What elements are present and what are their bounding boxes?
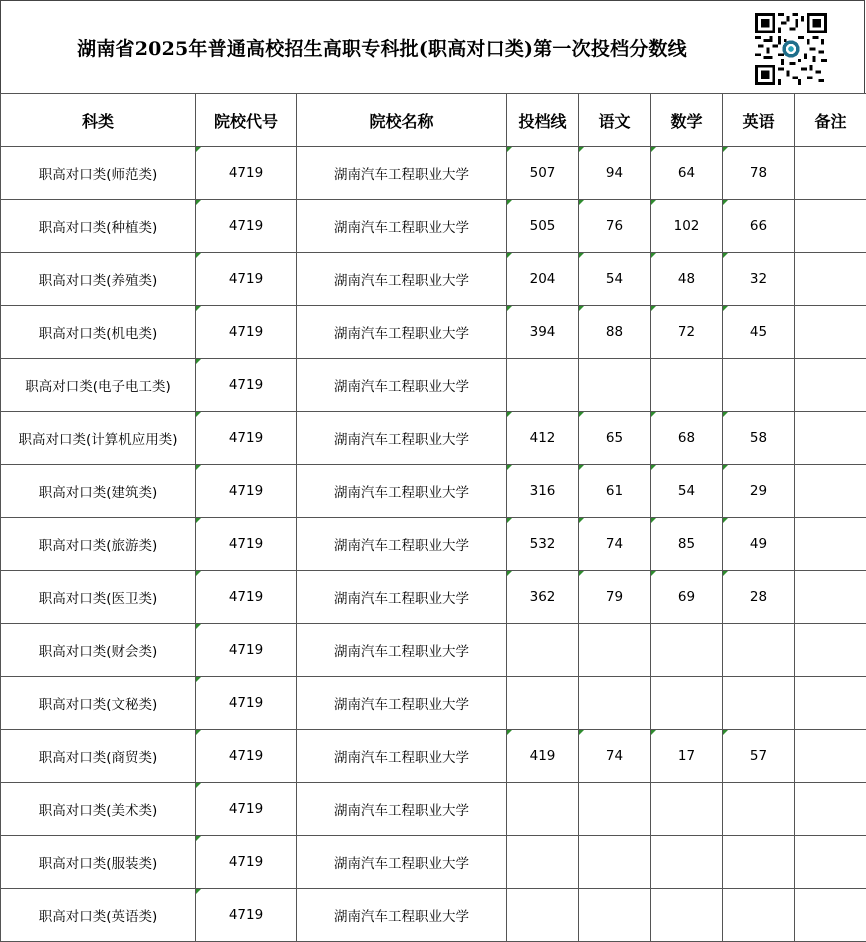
- column-header-category: 科类: [1, 94, 196, 147]
- cell-math: 72: [651, 306, 723, 359]
- cell-chinese: 74: [579, 730, 651, 783]
- table-row: [1, 200, 866, 253]
- cell-math: 69: [651, 571, 723, 624]
- cell-category: 职高对口类(美术类): [1, 783, 196, 836]
- cell-line: [507, 359, 579, 412]
- cell-note: [795, 412, 866, 465]
- cell-category: 职高对口类(师范类): [1, 147, 196, 200]
- cell-chinese: [579, 677, 651, 730]
- cell-code: 4719: [196, 571, 297, 624]
- cell-code: 4719: [196, 306, 297, 359]
- cell-school: 湖南汽车工程职业大学: [297, 624, 507, 677]
- cell-math: 102: [651, 200, 723, 253]
- column-header-note: 备注: [795, 94, 866, 147]
- cell-chinese: 54: [579, 253, 651, 306]
- cell-chinese: [579, 624, 651, 677]
- table-row: [1, 306, 866, 359]
- cell-english: 45: [723, 306, 795, 359]
- column-header-code: 院校代号: [196, 94, 297, 147]
- cell-code: 4719: [196, 412, 297, 465]
- cell-line: [507, 624, 579, 677]
- cell-math: [651, 783, 723, 836]
- cell-math: 17: [651, 730, 723, 783]
- cell-english: 28: [723, 571, 795, 624]
- cell-note: [795, 624, 866, 677]
- cell-chinese: 88: [579, 306, 651, 359]
- cell-note: [795, 518, 866, 571]
- cell-code: 4719: [196, 783, 297, 836]
- cell-note: [795, 465, 866, 518]
- column-header-line: 投档线: [507, 94, 579, 147]
- cell-note: [795, 359, 866, 412]
- cell-english: 58: [723, 412, 795, 465]
- cell-chinese: 61: [579, 465, 651, 518]
- table-row: [1, 836, 866, 889]
- cell-code: 4719: [196, 677, 297, 730]
- cell-school: 湖南汽车工程职业大学: [297, 677, 507, 730]
- score-table: [0, 93, 866, 942]
- cell-line: [507, 677, 579, 730]
- cell-code: 4719: [196, 359, 297, 412]
- cell-math: [651, 889, 723, 942]
- cell-category: 职高对口类(建筑类): [1, 465, 196, 518]
- cell-category: 职高对口类(文秘类): [1, 677, 196, 730]
- cell-chinese: 79: [579, 571, 651, 624]
- cell-line: 507: [507, 147, 579, 200]
- cell-code: 4719: [196, 518, 297, 571]
- cell-math: [651, 624, 723, 677]
- cell-english: [723, 677, 795, 730]
- cell-math: 68: [651, 412, 723, 465]
- cell-chinese: 74: [579, 518, 651, 571]
- cell-school: 湖南汽车工程职业大学: [297, 465, 507, 518]
- cell-category: 职高对口类(计算机应用类): [1, 412, 196, 465]
- cell-math: [651, 677, 723, 730]
- cell-code: 4719: [196, 200, 297, 253]
- qr-code-icon: [754, 13, 828, 85]
- cell-category: 职高对口类(英语类): [1, 889, 196, 942]
- cell-school: 湖南汽车工程职业大学: [297, 359, 507, 412]
- cell-english: 66: [723, 200, 795, 253]
- cell-school: 湖南汽车工程职业大学: [297, 200, 507, 253]
- cell-math: 64: [651, 147, 723, 200]
- cell-chinese: 94: [579, 147, 651, 200]
- cell-line: 394: [507, 306, 579, 359]
- table-row: [1, 624, 866, 677]
- cell-english: 49: [723, 518, 795, 571]
- cell-math: [651, 836, 723, 889]
- cell-chinese: [579, 783, 651, 836]
- cell-line: 505: [507, 200, 579, 253]
- column-header-english: 英语: [723, 94, 795, 147]
- cell-code: 4719: [196, 253, 297, 306]
- cell-code: 4719: [196, 730, 297, 783]
- cell-line: [507, 836, 579, 889]
- table-row: [1, 359, 866, 412]
- cell-note: [795, 306, 866, 359]
- cell-code: 4719: [196, 147, 297, 200]
- cell-note: [795, 200, 866, 253]
- cell-english: [723, 783, 795, 836]
- cell-line: 412: [507, 412, 579, 465]
- table-row: [1, 730, 866, 783]
- table-row: [1, 889, 866, 942]
- table-row: [1, 677, 866, 730]
- cell-english: 32: [723, 253, 795, 306]
- table-row: [1, 571, 866, 624]
- cell-note: [795, 889, 866, 942]
- table-row: [1, 783, 866, 836]
- cell-code: 4719: [196, 465, 297, 518]
- cell-school: 湖南汽车工程职业大学: [297, 147, 507, 200]
- cell-category: 职高对口类(财会类): [1, 624, 196, 677]
- cell-chinese: 65: [579, 412, 651, 465]
- cell-school: 湖南汽车工程职业大学: [297, 836, 507, 889]
- cell-category: 职高对口类(种植类): [1, 200, 196, 253]
- cell-category: 职高对口类(养殖类): [1, 253, 196, 306]
- cell-chinese: [579, 359, 651, 412]
- cell-school: 湖南汽车工程职业大学: [297, 518, 507, 571]
- cell-note: [795, 677, 866, 730]
- cell-math: 54: [651, 465, 723, 518]
- cell-school: 湖南汽车工程职业大学: [297, 306, 507, 359]
- cell-english: 29: [723, 465, 795, 518]
- table-header-row: [1, 94, 866, 147]
- title-bar: [0, 0, 865, 93]
- cell-english: [723, 624, 795, 677]
- cell-english: [723, 359, 795, 412]
- cell-school: 湖南汽车工程职业大学: [297, 889, 507, 942]
- cell-english: 78: [723, 147, 795, 200]
- cell-line: 362: [507, 571, 579, 624]
- cell-code: 4719: [196, 624, 297, 677]
- cell-school: 湖南汽车工程职业大学: [297, 253, 507, 306]
- cell-category: 职高对口类(商贸类): [1, 730, 196, 783]
- table-row: [1, 465, 866, 518]
- cell-line: [507, 889, 579, 942]
- cell-line: 204: [507, 253, 579, 306]
- cell-school: 湖南汽车工程职业大学: [297, 412, 507, 465]
- cell-category: 职高对口类(医卫类): [1, 571, 196, 624]
- cell-note: [795, 836, 866, 889]
- cell-line: 316: [507, 465, 579, 518]
- table-row: [1, 518, 866, 571]
- cell-math: 48: [651, 253, 723, 306]
- cell-code: 4719: [196, 889, 297, 942]
- cell-english: [723, 836, 795, 889]
- cell-note: [795, 253, 866, 306]
- cell-category: 职高对口类(服装类): [1, 836, 196, 889]
- cell-school: 湖南汽车工程职业大学: [297, 783, 507, 836]
- cell-school: 湖南汽车工程职业大学: [297, 571, 507, 624]
- cell-english: 57: [723, 730, 795, 783]
- cell-note: [795, 730, 866, 783]
- cell-category: 职高对口类(旅游类): [1, 518, 196, 571]
- column-header-school: 院校名称: [297, 94, 507, 147]
- cell-chinese: [579, 889, 651, 942]
- cell-line: 532: [507, 518, 579, 571]
- table-row: [1, 253, 866, 306]
- cell-category: 职高对口类(电子电工类): [1, 359, 196, 412]
- table-row: [1, 412, 866, 465]
- cell-school: 湖南汽车工程职业大学: [297, 730, 507, 783]
- cell-english: [723, 889, 795, 942]
- cell-code: 4719: [196, 836, 297, 889]
- table-row: [1, 147, 866, 200]
- cell-chinese: 76: [579, 200, 651, 253]
- cell-line: 419: [507, 730, 579, 783]
- page-title: 湖南省2025年普通高校招生高职专科批(职高对口类)第一次投档分数线: [77, 38, 687, 60]
- cell-line: [507, 783, 579, 836]
- cell-category: 职高对口类(机电类): [1, 306, 196, 359]
- cell-note: [795, 571, 866, 624]
- cell-math: [651, 359, 723, 412]
- cell-math: 85: [651, 518, 723, 571]
- cell-note: [795, 783, 866, 836]
- cell-chinese: [579, 836, 651, 889]
- cell-note: [795, 147, 866, 200]
- column-header-chinese: 语文: [579, 94, 651, 147]
- column-header-math: 数学: [651, 94, 723, 147]
